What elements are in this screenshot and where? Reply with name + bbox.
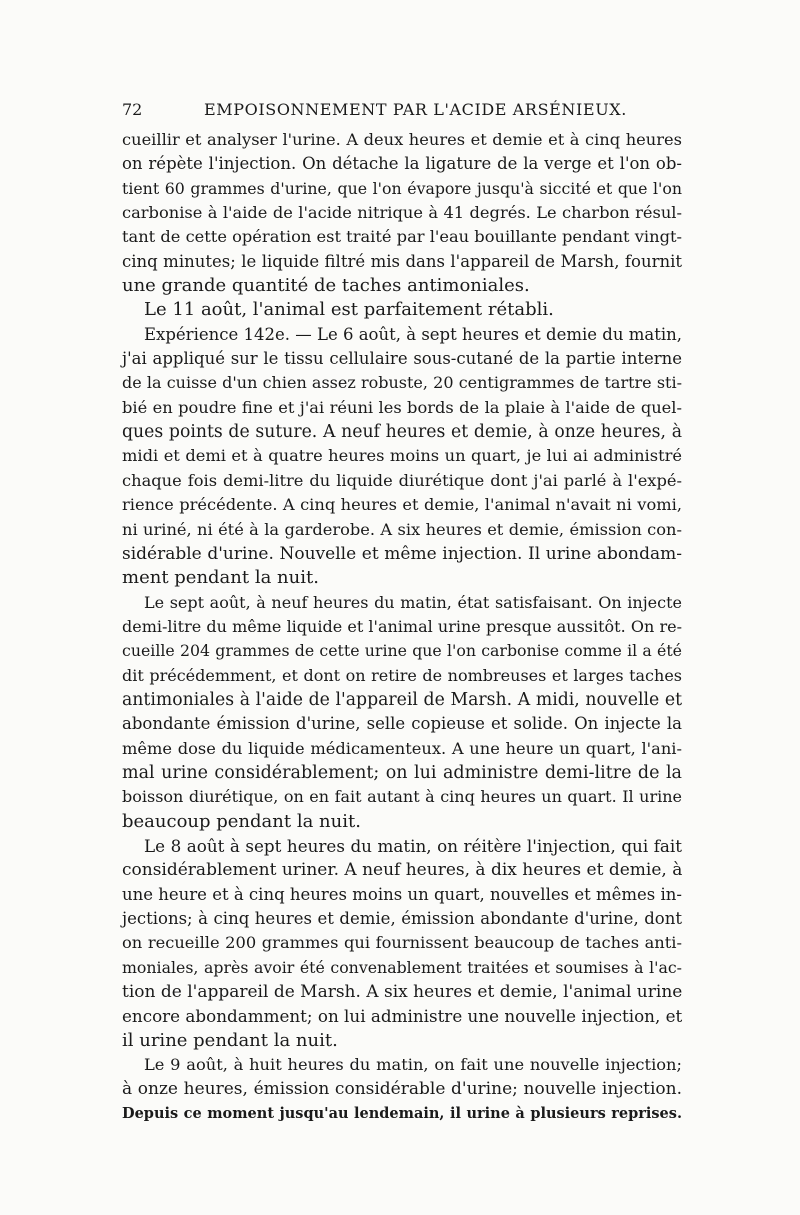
text-line: Le 8 août à sept heures du matin, on réitère l'injection, qui fait <box>144 835 682 856</box>
page-header-title: EMPOISONNEMENT PAR L'ACIDE ARSÉNIEUX. <box>204 100 627 119</box>
text-line: demi-litre du même liquide et l'animal urine presque aussitôt. On re- <box>122 616 682 636</box>
text-line: antimoniales à l'aide de l'appareil de Marsh. A midi, nouvelle et <box>122 689 682 710</box>
text-line: Expérience 142e. — Le 6 août, à sept heures et demie du matin, <box>144 324 682 344</box>
text-line: encore abondamment; on lui administre une nouvelle injection, et <box>122 1006 683 1027</box>
text-line: tient 60 grammes d'urine, que l'on évapore jusqu'à siccité et que l'on <box>122 178 682 198</box>
text-line: midi et demi et à quatre heures moins un quart, je lui ai administré <box>122 446 682 466</box>
text-line: cinq minutes; le liquide filtré mis dans l'appareil de Marsh, fournit <box>122 251 682 271</box>
text-line: cueille 204 grammes de cette urine que l'on carbonise comme il a été <box>122 641 682 661</box>
text-line: chaque fois demi-litre du liquide diurétique dont j'ai parlé à l'expé- <box>122 470 682 490</box>
text-line: une grande quantité de taches antimoniales. <box>122 275 530 297</box>
body-text <box>122 128 682 1126</box>
text-line: cueillir et analyser l'urine. A deux heures et demie et à cinq heures <box>122 130 682 149</box>
text-line: de la cuisse d'un chien assez robuste, 20 centigrammes de tartre sti- <box>122 373 682 393</box>
text-line: sidérable d'urine. Nouvelle et même injection. Il urine abondam- <box>122 543 682 564</box>
text-line: une heure et à cinq heures moins un quart, nouvelles et mêmes in- <box>122 884 682 904</box>
text-line: Depuis ce moment jusqu'au lendemain, il urine à plusieurs reprises. <box>122 1104 682 1122</box>
text-line: il urine pendant la nuit. <box>122 1029 338 1051</box>
text-line: considérablement uriner. A neuf heures, à dix heures et demie, à <box>122 860 683 881</box>
text-line: moniales, après avoir été convenablement traitées et soumises à l'ac- <box>122 957 682 977</box>
text-line: bié en poudre fine et j'ai réuni les bords de la plaie à l'aide de quel- <box>122 397 682 417</box>
text-line: beaucoup pendant la nuit. <box>122 810 361 832</box>
text-line: ni uriné, ni été à la garderobe. A six heures et demie, émission con- <box>122 519 682 539</box>
text-line: abondante émission d'urine, selle copieuse et solide. On injecte la <box>122 714 682 734</box>
text-line: boisson diurétique, on en fait autant à cinq heures un quart. Il urine <box>122 787 682 807</box>
text-line: Le 11 août, l'animal est parfaitement rétabli. <box>144 299 554 321</box>
text-line: on recueille 200 grammes qui fournissent beaucoup de taches anti- <box>122 933 682 953</box>
text-line: j'ai appliqué sur le tissu cellulaire sous-cutané de la partie interne <box>122 349 682 369</box>
text-line: rience précédente. A cinq heures et demie, l'animal n'avait ni vomi, <box>122 495 682 515</box>
text-line: tion de l'appareil de Marsh. A six heures et demie, l'animal urine <box>122 982 683 1003</box>
text-line: mal urine considérablement; on lui administre demi-litre de la <box>122 762 682 783</box>
page-number: 72 <box>122 100 143 119</box>
text-line: Le sept août, à neuf heures du matin, état satisfaisant. On injecte <box>144 592 682 612</box>
text-line: jections; à cinq heures et demie, émission abondante d'urine, dont <box>122 909 682 928</box>
text-line: ques points de suture. A neuf heures et demie, à onze heures, à <box>122 422 682 443</box>
text-line: Le 9 août, à huit heures du matin, on fait une nouvelle injection; <box>144 1055 682 1075</box>
text-line: carbonise à l'aide de l'acide nitrique à 41 degrés. Le charbon résul- <box>122 203 682 223</box>
text-line: à onze heures, émission considérable d'urine; nouvelle injection. <box>122 1079 682 1100</box>
text-line: dit précédemment, et dont on retire de nombreuses et larges taches <box>122 665 682 685</box>
text-line: ment pendant la nuit. <box>122 567 319 589</box>
text-line: même dose du liquide médicamenteux. A une heure un quart, l'ani- <box>122 738 682 758</box>
text-line: on répète l'injection. On détache la ligature de la verge et l'on ob- <box>122 154 682 174</box>
text-line: tant de cette opération est traité par l'eau bouillante pendant vingt- <box>122 227 683 247</box>
